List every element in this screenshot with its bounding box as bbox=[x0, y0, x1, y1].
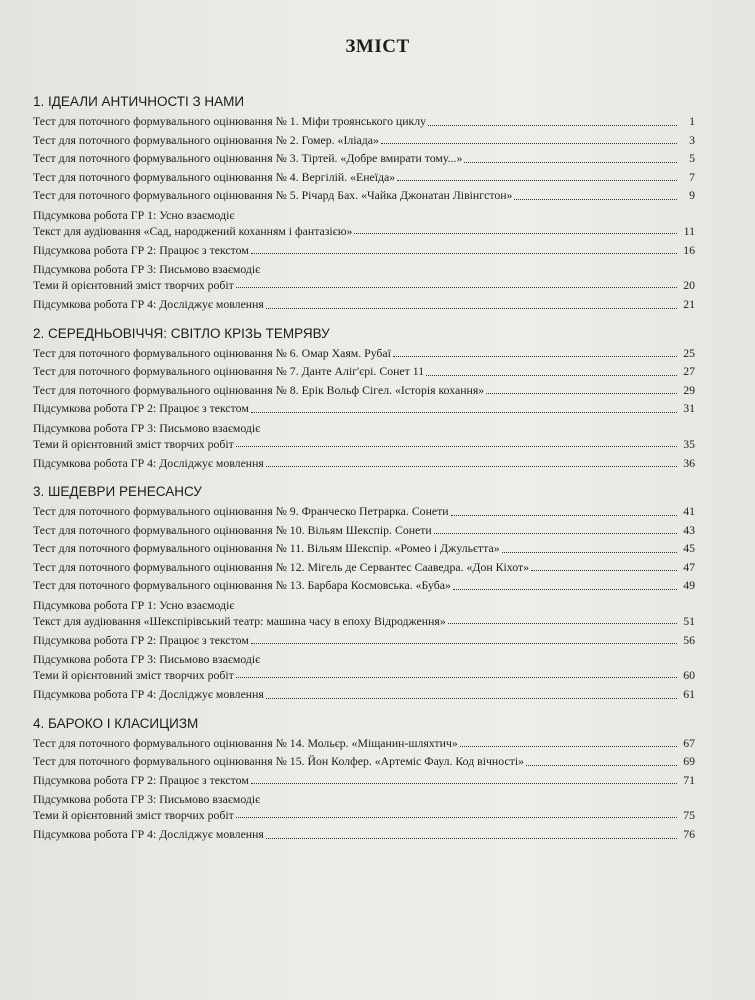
toc-entry-group bbox=[33, 420, 695, 452]
dot-leader bbox=[526, 765, 677, 766]
dot-leader bbox=[251, 253, 677, 254]
toc-entry-title: Тест для поточного формувального оцінювання № 12. Мігель де Сервантес Сааведра. «Дон Кіхот» bbox=[33, 559, 530, 574]
toc-page-number: 75 bbox=[683, 808, 695, 822]
toc-page-number: 60 bbox=[683, 668, 695, 682]
toc-entry bbox=[33, 241, 695, 260]
dot-leader bbox=[448, 623, 677, 624]
dot-leader bbox=[236, 287, 677, 288]
toc-page-number: 76 bbox=[683, 827, 695, 841]
dot-leader bbox=[434, 533, 677, 534]
toc-page-number: 29 bbox=[683, 382, 695, 397]
toc-entry-title: Підсумкова робота ГР 2: Працює з текстом bbox=[33, 401, 249, 415]
toc-entry bbox=[33, 825, 695, 844]
dot-leader bbox=[354, 233, 677, 234]
toc-page-number: 51 bbox=[683, 613, 695, 628]
toc-entry bbox=[33, 807, 695, 823]
dot-leader bbox=[266, 698, 677, 699]
toc-entry bbox=[33, 168, 695, 187]
toc-section bbox=[33, 324, 695, 473]
toc-entry-title: Підсумкова робота ГР 2: Працює з текстом bbox=[33, 772, 249, 787]
table-of-contents bbox=[33, 92, 695, 854]
toc-entry bbox=[33, 277, 695, 293]
toc-entry bbox=[33, 381, 695, 400]
toc-section bbox=[33, 92, 695, 314]
dot-leader bbox=[251, 783, 677, 784]
page-title: ЗМІСТ bbox=[345, 36, 410, 57]
dot-leader bbox=[502, 552, 677, 553]
toc-entry bbox=[33, 186, 695, 205]
section-heading: 2. СЕРЕДНЬОВІЧЧЯ: СВІТЛО КРІЗЬ ТЕМРЯВУ bbox=[33, 325, 330, 341]
toc-entry bbox=[33, 734, 695, 753]
dot-leader bbox=[393, 356, 677, 357]
dot-leader bbox=[486, 393, 677, 394]
toc-entry-title: Тест для поточного формувального оцінювання № 14. Мольєр. «Міщанин-шляхтич» bbox=[33, 735, 458, 750]
toc-page-number: 27 bbox=[683, 364, 695, 378]
toc-page-number: 67 bbox=[683, 735, 695, 750]
dot-leader bbox=[426, 375, 677, 376]
toc-page-number: 45 bbox=[683, 541, 695, 555]
dot-leader bbox=[266, 466, 677, 467]
toc-entry-title: Тест для поточного формувального оцінювання № 11. Вільям Шекспір. «Ромео і Джульєтта» bbox=[33, 541, 500, 555]
toc-entry bbox=[33, 436, 695, 452]
toc-entry-title: Тест для поточного формувального оцінювання № 5. Річард Бах. «Чайка Джонатан Лівінгстон» bbox=[33, 188, 513, 202]
toc-page-number: 71 bbox=[683, 772, 695, 787]
toc-page-number: 1 bbox=[689, 114, 695, 128]
toc-entry bbox=[33, 685, 695, 704]
dot-leader bbox=[236, 446, 677, 447]
toc-page-number: 11 bbox=[683, 223, 695, 238]
toc-entry bbox=[33, 539, 695, 558]
toc-entry-title: Підсумкова робота ГР 4: Досліджує мовлення bbox=[33, 827, 264, 841]
dot-leader bbox=[453, 589, 677, 590]
dot-leader bbox=[266, 838, 677, 839]
dot-leader bbox=[531, 570, 677, 571]
toc-entry bbox=[33, 771, 695, 790]
toc-entry bbox=[33, 576, 695, 595]
toc-page-number: 56 bbox=[683, 632, 695, 647]
toc-entry bbox=[33, 399, 695, 418]
toc-entry-title: Теми й орієнтовний зміст творчих робіт bbox=[33, 808, 234, 822]
toc-page-number: 35 bbox=[683, 436, 695, 451]
dot-leader bbox=[397, 180, 677, 181]
toc-page-number: 41 bbox=[683, 504, 695, 518]
toc-page-number: 3 bbox=[689, 132, 695, 147]
toc-entry-title: Текст для аудіювання «Шекспірівський театр: машина часу в епоху Відродження» bbox=[33, 613, 446, 628]
toc-section bbox=[33, 714, 695, 844]
toc-entry bbox=[33, 613, 695, 629]
toc-entry-subtitle: Підсумкова робота ГР 3: Письмово взаємодіє bbox=[33, 652, 261, 666]
toc-entry-title: Підсумкова робота ГР 2: Працює з текстом bbox=[33, 242, 249, 257]
toc-entry bbox=[33, 131, 695, 150]
toc-entry-title: Тест для поточного формувального оцінювання № 10. Вільям Шекспір. Сонети bbox=[33, 522, 432, 537]
toc-entry bbox=[33, 295, 695, 314]
toc-entry-group bbox=[33, 597, 695, 629]
toc-page-number: 7 bbox=[689, 169, 695, 184]
toc-page-number: 69 bbox=[683, 754, 695, 768]
toc-entry bbox=[33, 454, 695, 473]
dot-leader bbox=[381, 143, 677, 144]
toc-page-number: 36 bbox=[683, 455, 695, 470]
toc-entry-title: Підсумкова робота ГР 4: Досліджує мовлення bbox=[33, 297, 264, 311]
toc-entry-title: Теми й орієнтовний зміст творчих робіт bbox=[33, 278, 234, 292]
dot-leader bbox=[514, 199, 677, 200]
toc-entry bbox=[33, 521, 695, 540]
toc-entry bbox=[33, 752, 695, 771]
toc-page-number: 61 bbox=[683, 687, 695, 701]
toc-entry-title: Тест для поточного формувального оцінювання № 3. Тіртей. «Добре вмирати тому...» bbox=[33, 151, 463, 165]
section-heading: 1. ІДЕАЛИ АНТИЧНОСТІ З НАМИ bbox=[33, 94, 245, 109]
toc-entry-subtitle: Підсумкова робота ГР 1: Усно взаємодіє bbox=[33, 207, 235, 222]
dot-leader bbox=[236, 817, 677, 818]
toc-entry-group bbox=[33, 651, 695, 683]
dot-leader bbox=[464, 162, 677, 163]
toc-entry bbox=[33, 112, 695, 131]
dot-leader bbox=[236, 677, 677, 678]
toc-entry-title: Тест для поточного формувального оцінювання № 13. Барбара Космовська. «Буба» bbox=[33, 578, 451, 592]
toc-entry-title: Тест для поточного формувального оцінювання № 9. Франческо Петрарка. Сонети bbox=[33, 504, 449, 518]
toc-entry-title: Підсумкова робота ГР 2: Працює з текстом bbox=[33, 632, 249, 647]
toc-page-number: 47 bbox=[683, 559, 695, 574]
dot-leader bbox=[251, 643, 677, 644]
toc-entry bbox=[33, 558, 695, 577]
toc-entry-title: Тест для поточного формувального оцінювання № 2. Гомер. «Іліада» bbox=[33, 132, 379, 147]
toc-entry bbox=[33, 502, 695, 521]
toc-entry-title: Підсумкова робота ГР 4: Досліджує мовлення bbox=[33, 455, 264, 470]
toc-entry-subtitle: Підсумкова робота ГР 3: Письмово взаємодіє bbox=[33, 262, 261, 276]
toc-entry bbox=[33, 149, 695, 168]
toc-entry-title: Тест для поточного формувального оцінювання № 6. Омар Хаям. Рубаї bbox=[33, 345, 391, 360]
toc-page-number: 49 bbox=[683, 578, 695, 592]
toc-page-number: 20 bbox=[683, 278, 695, 292]
toc-page-number: 25 bbox=[683, 345, 695, 360]
toc-page-number: 21 bbox=[683, 297, 695, 311]
toc-entry-group bbox=[33, 261, 695, 293]
dot-leader bbox=[451, 515, 677, 516]
toc-page-number: 16 bbox=[683, 242, 695, 257]
toc-entry-title: Тест для поточного формувального оцінювання № 15. Йон Колфер. «Артеміс Фаул. Код вічності» bbox=[33, 754, 525, 768]
toc-entry-title: Теми й орієнтовний зміст творчих робіт bbox=[33, 668, 234, 682]
dot-leader bbox=[266, 308, 677, 309]
toc-entry-title: Тест для поточного формувального оцінювання № 1. Міфи троянського циклу bbox=[33, 114, 427, 128]
toc-entry-title: Підсумкова робота ГР 4: Досліджує мовлення bbox=[33, 687, 264, 701]
toc-entry-title: Тест для поточного формувального оцінювання № 7. Данте Аліг'єрі. Сонет 11 bbox=[33, 364, 425, 378]
toc-entry-title: Тест для поточного формувального оцінювання № 4. Вергілій. «Енеїда» bbox=[33, 169, 396, 184]
toc-entry bbox=[33, 362, 695, 381]
toc-section bbox=[33, 482, 695, 704]
toc-entry-title: Теми й орієнтовний зміст творчих робіт bbox=[33, 436, 234, 451]
toc-entry-group bbox=[33, 207, 695, 239]
toc-entry-subtitle: Підсумкова робота ГР 3: Письмово взаємодіє bbox=[33, 792, 261, 806]
toc-entry-title: Текст для аудіювання «Сад, народжений коханням і фантазією» bbox=[33, 223, 353, 238]
toc-entry-subtitle: Підсумкова робота ГР 1: Усно взаємодіє bbox=[33, 597, 235, 612]
toc-page-number: 43 bbox=[683, 522, 695, 537]
section-heading: 4. БАРОКО І КЛАСИЦИЗМ bbox=[33, 715, 199, 731]
toc-entry bbox=[33, 344, 695, 363]
section-heading: 3. ШЕДЕВРИ РЕНЕСАНСУ bbox=[33, 484, 202, 499]
toc-entry bbox=[33, 667, 695, 683]
toc-page-number: 9 bbox=[689, 188, 695, 202]
toc-page-number: 31 bbox=[683, 401, 695, 415]
toc-entry-subtitle: Підсумкова робота ГР 3: Письмово взаємодіє bbox=[33, 420, 261, 435]
dot-leader bbox=[460, 746, 677, 747]
toc-entry-group bbox=[33, 791, 695, 823]
dot-leader bbox=[251, 412, 677, 413]
toc-page-number: 5 bbox=[689, 151, 695, 165]
toc-entry-title: Тест для поточного формувального оцінювання № 8. Ерік Вольф Сігел. «Історія кохання» bbox=[33, 382, 485, 397]
toc-entry bbox=[33, 631, 695, 650]
dot-leader bbox=[428, 125, 677, 126]
toc-entry bbox=[33, 223, 695, 239]
